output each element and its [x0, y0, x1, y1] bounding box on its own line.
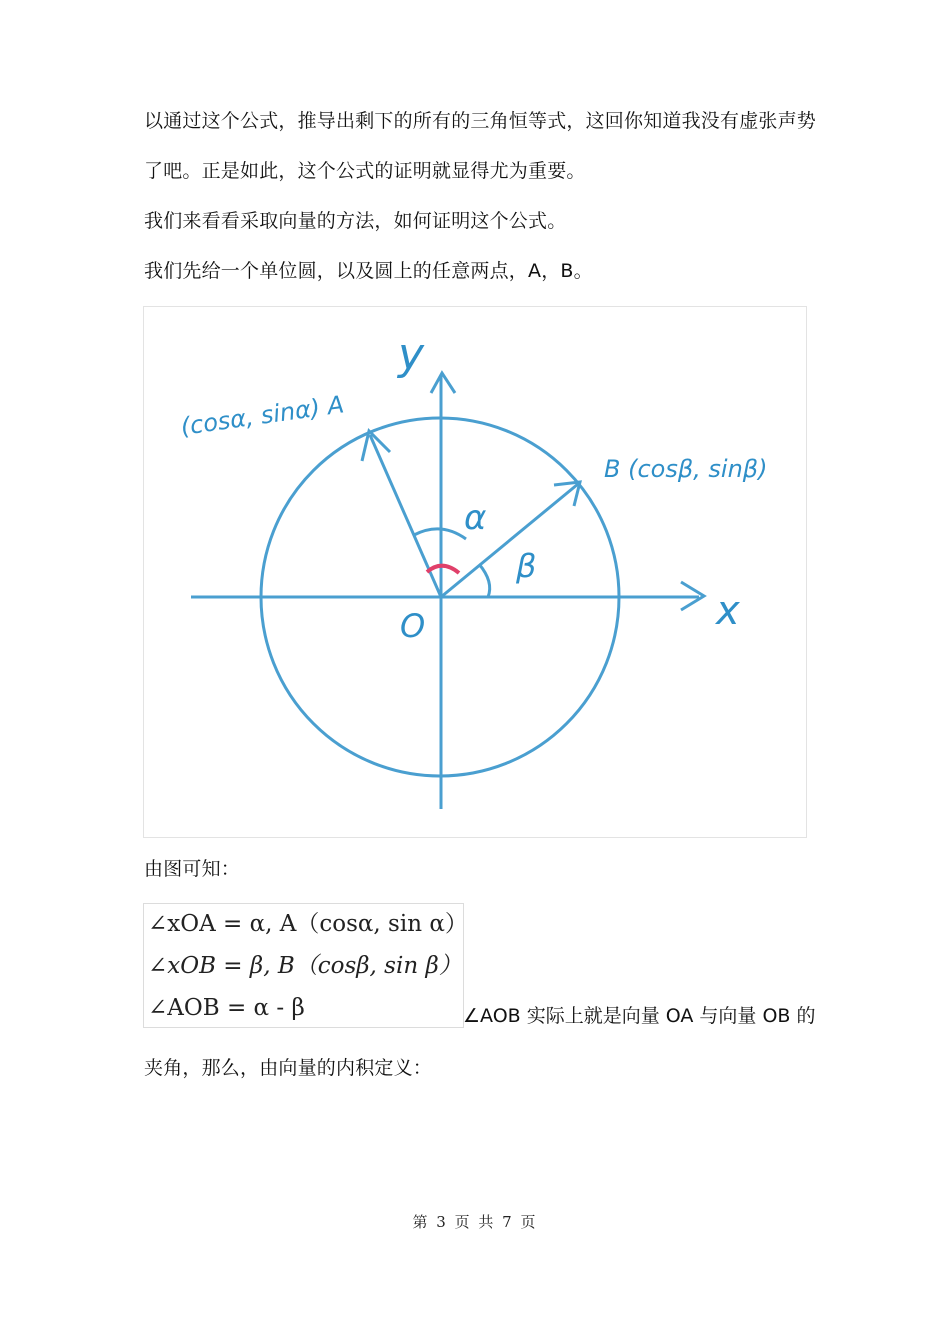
formula-image [143, 903, 468, 1028]
formula-line-3: ∠AOB = α - β [148, 995, 305, 1021]
y-axis-arrow-icon [431, 373, 455, 393]
unit-circle-figure [143, 306, 807, 838]
beta-label: β [516, 547, 537, 585]
x-axis-label: x [716, 588, 740, 634]
vector-oa [370, 435, 441, 597]
alpha-label: α [464, 498, 487, 538]
paragraph-1: 以通过这个公式，推导出剩下的所有的三角恒等式，这回你知道我没有虚张声势 [144, 110, 817, 132]
angle-beta-arc [479, 564, 490, 597]
paragraph-4: 我们先给一个单位圆，以及圆上的任意两点，A，B。 [144, 260, 593, 282]
origin-label: O [400, 607, 426, 645]
paragraph-2: 了吧。正是如此，这个公式的证明就显得尤为重要。 [144, 160, 586, 182]
paragraph-7: 夹角，那么，由向量的内积定义： [144, 1057, 433, 1079]
angle-aob-arc [427, 566, 459, 573]
y-axis-label: y [398, 329, 425, 380]
formula-line-2: ∠xOB = β, B（cosβ, sin β） [148, 953, 462, 979]
paragraph-6-inline: ∠AOB 实际上就是向量 OA 与向量 OB 的 [463, 1005, 816, 1027]
formula-line-1: ∠xOA = α, A（cosα, sin α） [148, 911, 468, 937]
point-a-label: (cosα, sinα) A [178, 390, 346, 441]
point-b-label: B (cosβ, sinβ) [604, 455, 768, 483]
page-footer: 第 3 页 共 7 页 [412, 1213, 538, 1231]
paragraph-5: 由图可知： [144, 858, 241, 880]
paragraph-3: 我们来看看采取向量的方法，如何证明这个公式。 [144, 210, 567, 232]
vector-ob [441, 484, 578, 597]
